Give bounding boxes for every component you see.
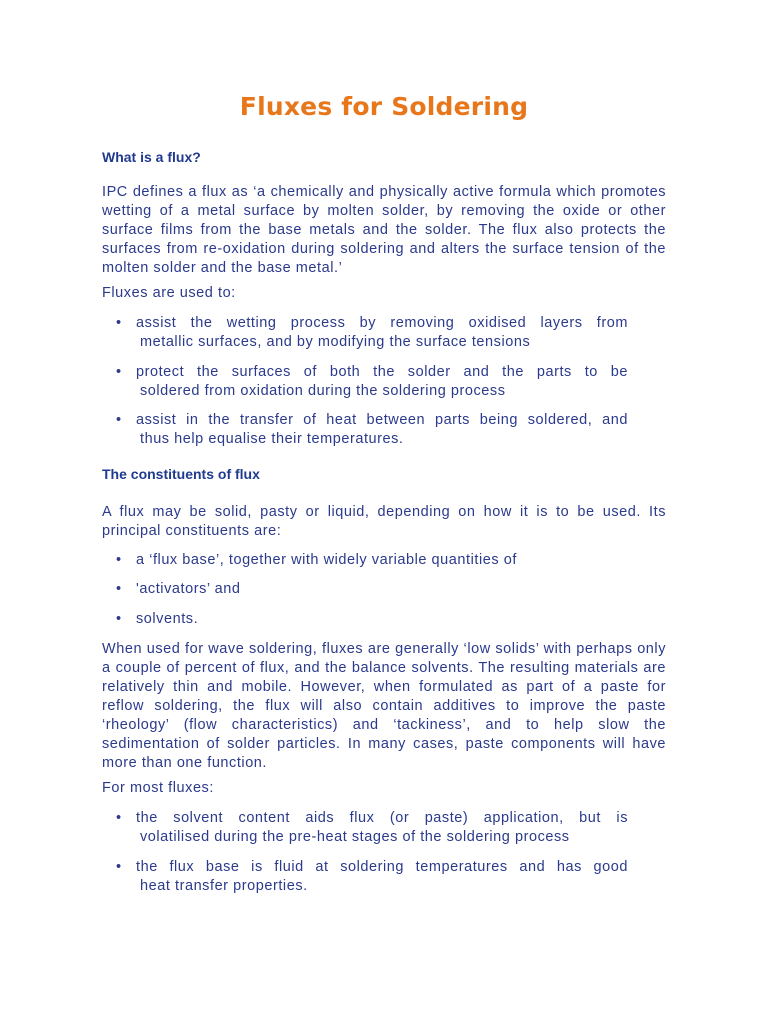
heading-what-is-flux: What is a flux? [102,149,201,165]
bullet-icon: • [116,581,122,597]
most-fluxes-intro: For most fluxes: [102,780,214,796]
paragraph-flux-forms: A flux may be solid, pasty or liquid, depending on how it is to be used. Its principal constituents are: [102,504,666,539]
heading-constituents: The constituents of flux [102,466,260,482]
bullet-icon: • [116,611,122,627]
bullet-icon: • [116,412,122,428]
bullet-icon: • [116,810,122,826]
bullet-icon: • [116,315,122,331]
paragraph-ipc-definition: IPC defines a flux as ‘a chemically and physically active formula which promotes wetting of a metal surface by molten solder, by removing the oxide or other surface films from the base metals and the solder. The flux also protects the surfaces from re-oxidation during soldering and alters the surface tension of the molten solder and the base metal.’ [102,184,666,276]
list-item: • assist in the transfer of heat between parts being soldered, and thus help equalise their temperatures. [116,412,628,447]
list-item: • assist the wetting process by removing oxidised layers from metallic surfaces, and by modifying the surface tensions [116,315,628,350]
list-item: • solvents. [116,611,199,627]
bullet-icon: • [116,364,122,380]
list-item: • a ‘flux base’, together with widely variable quantities of [116,552,517,568]
list-item: • the solvent content aids flux (or paste) application, but is volatilised during the pre-heat stages of the soldering process [116,810,628,845]
fluxes-used-intro: Fluxes are used to: [102,285,236,301]
page-title: Fluxes for Soldering [239,92,529,121]
bullet-icon: • [116,859,122,875]
list-item: • the flux base is fluid at soldering temperatures and has good heat transfer properties. [116,859,628,894]
list-item: • protect the surfaces of both the solder and the parts to be soldered from oxidation during the soldering process [116,364,628,399]
list-item: • 'activators’ and [116,581,241,597]
paragraph-wave-soldering: When used for wave soldering, fluxes are generally ‘low solids’ with perhaps only a couple of percent of flux, and the balance solvents. The resulting materials are relatively thin and mobile. However, when formulated as part of a paste for reflow soldering, the flux will also contain additives to improve the paste ‘rheology’ (flow characteristics) and ‘tackiness’, and to help slow the sedimentation of solder particles. In many cases, paste components will have more than one function. [102,641,666,771]
bullet-icon: • [116,552,122,568]
